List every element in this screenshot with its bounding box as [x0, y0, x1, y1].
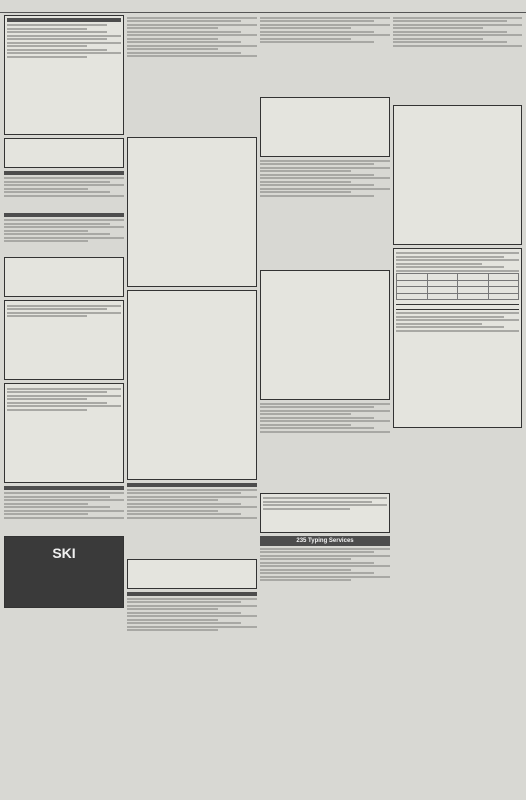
south-pointe-ad — [393, 105, 522, 245]
kansan-rate-table — [396, 273, 519, 300]
column-4 — [393, 15, 522, 431]
kansan-order-form — [393, 248, 522, 428]
section-205-typing-banner: 235 Typing Services — [260, 536, 390, 546]
kansan-order-label — [396, 304, 519, 310]
ski-ad-graphic: SKI — [52, 545, 76, 561]
